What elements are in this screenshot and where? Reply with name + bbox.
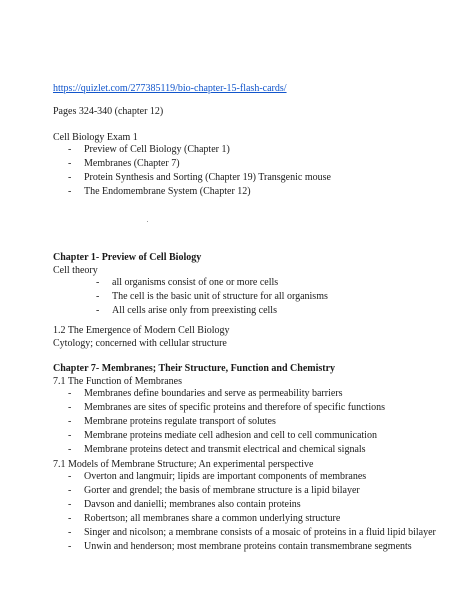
document-page: https://quizlet.com/277385119/bio-chapter-15-flash-cards/ Pages 324-340 (chapter 12) Cell Biology Exam 1 - Preview of Cell Biology (Chapter 1) - Membranes (Chapter 7) - Protein Synthesis and Sorting (Chapter 19) Transgenic mouse - The Endomembrane System (Chapter 12) Chapter 1- Preview of Cell Biology Cell theory - all organisms consist of one or more cells - The cell is the basic unit of structure for all organisms - All cells arise only from preexisting cells 1.2 The Emergence of Modern Cell Biology Cytology; concerned with cellular structure Chapter 7- Membranes; Their Structure, Function and Chemistry 7.1 The Function of Membranes - Membranes define boundaries and serve as permeability barriers - Membranes are sites of specific proteins and therefore of specific functions - Membrane proteins regulate transport of solutes - Membrane proteins mediate cell adhesion and cell to cell communication - Membrane proteins detect and transmit electrical and chemical signals 7.1 Models of Membrane Structure; An experimental perspective - Overton and langmuir; lipids are important components of membranes - Gorter and grendel; the basis of membrane structure is a lipid bilayer - Davson and danielli; membranes also contain proteins - Robertson; all membranes share a common underlying structure - Singer and nicolson; a membrane consists of a mosaic of proteins in a fluid lipid bilayer - Unwin and henderson; most membrane proteins contain transmembrane segments — [53, 83, 436, 552]
exam-title: Cell Biology Exam 1 — [53, 132, 138, 143]
cytology-text: Cytology; concerned with cellular structure — [53, 338, 227, 349]
stray-dot — [147, 221, 148, 222]
chapter1-heading: Chapter 1- Preview of Cell Biology — [53, 252, 202, 263]
section-1-2-title: 1.2 The Emergence of Modern Cell Biology — [53, 325, 230, 336]
quizlet-link[interactable]: https://quizlet.com/277385119/bio-chapter-15-flash-cards/ — [53, 83, 287, 94]
function-title: 7.1 The Function of Membranes — [53, 376, 182, 387]
cell-theory-label: Cell theory — [53, 265, 98, 276]
models-title: 7.1 Models of Membrane Structure; An experimental perspective — [53, 459, 314, 470]
chapter7-heading: Chapter 7- Membranes; Their Structure, Function and Chemistry — [53, 363, 336, 374]
pages-note: Pages 324-340 (chapter 12) — [53, 106, 164, 117]
